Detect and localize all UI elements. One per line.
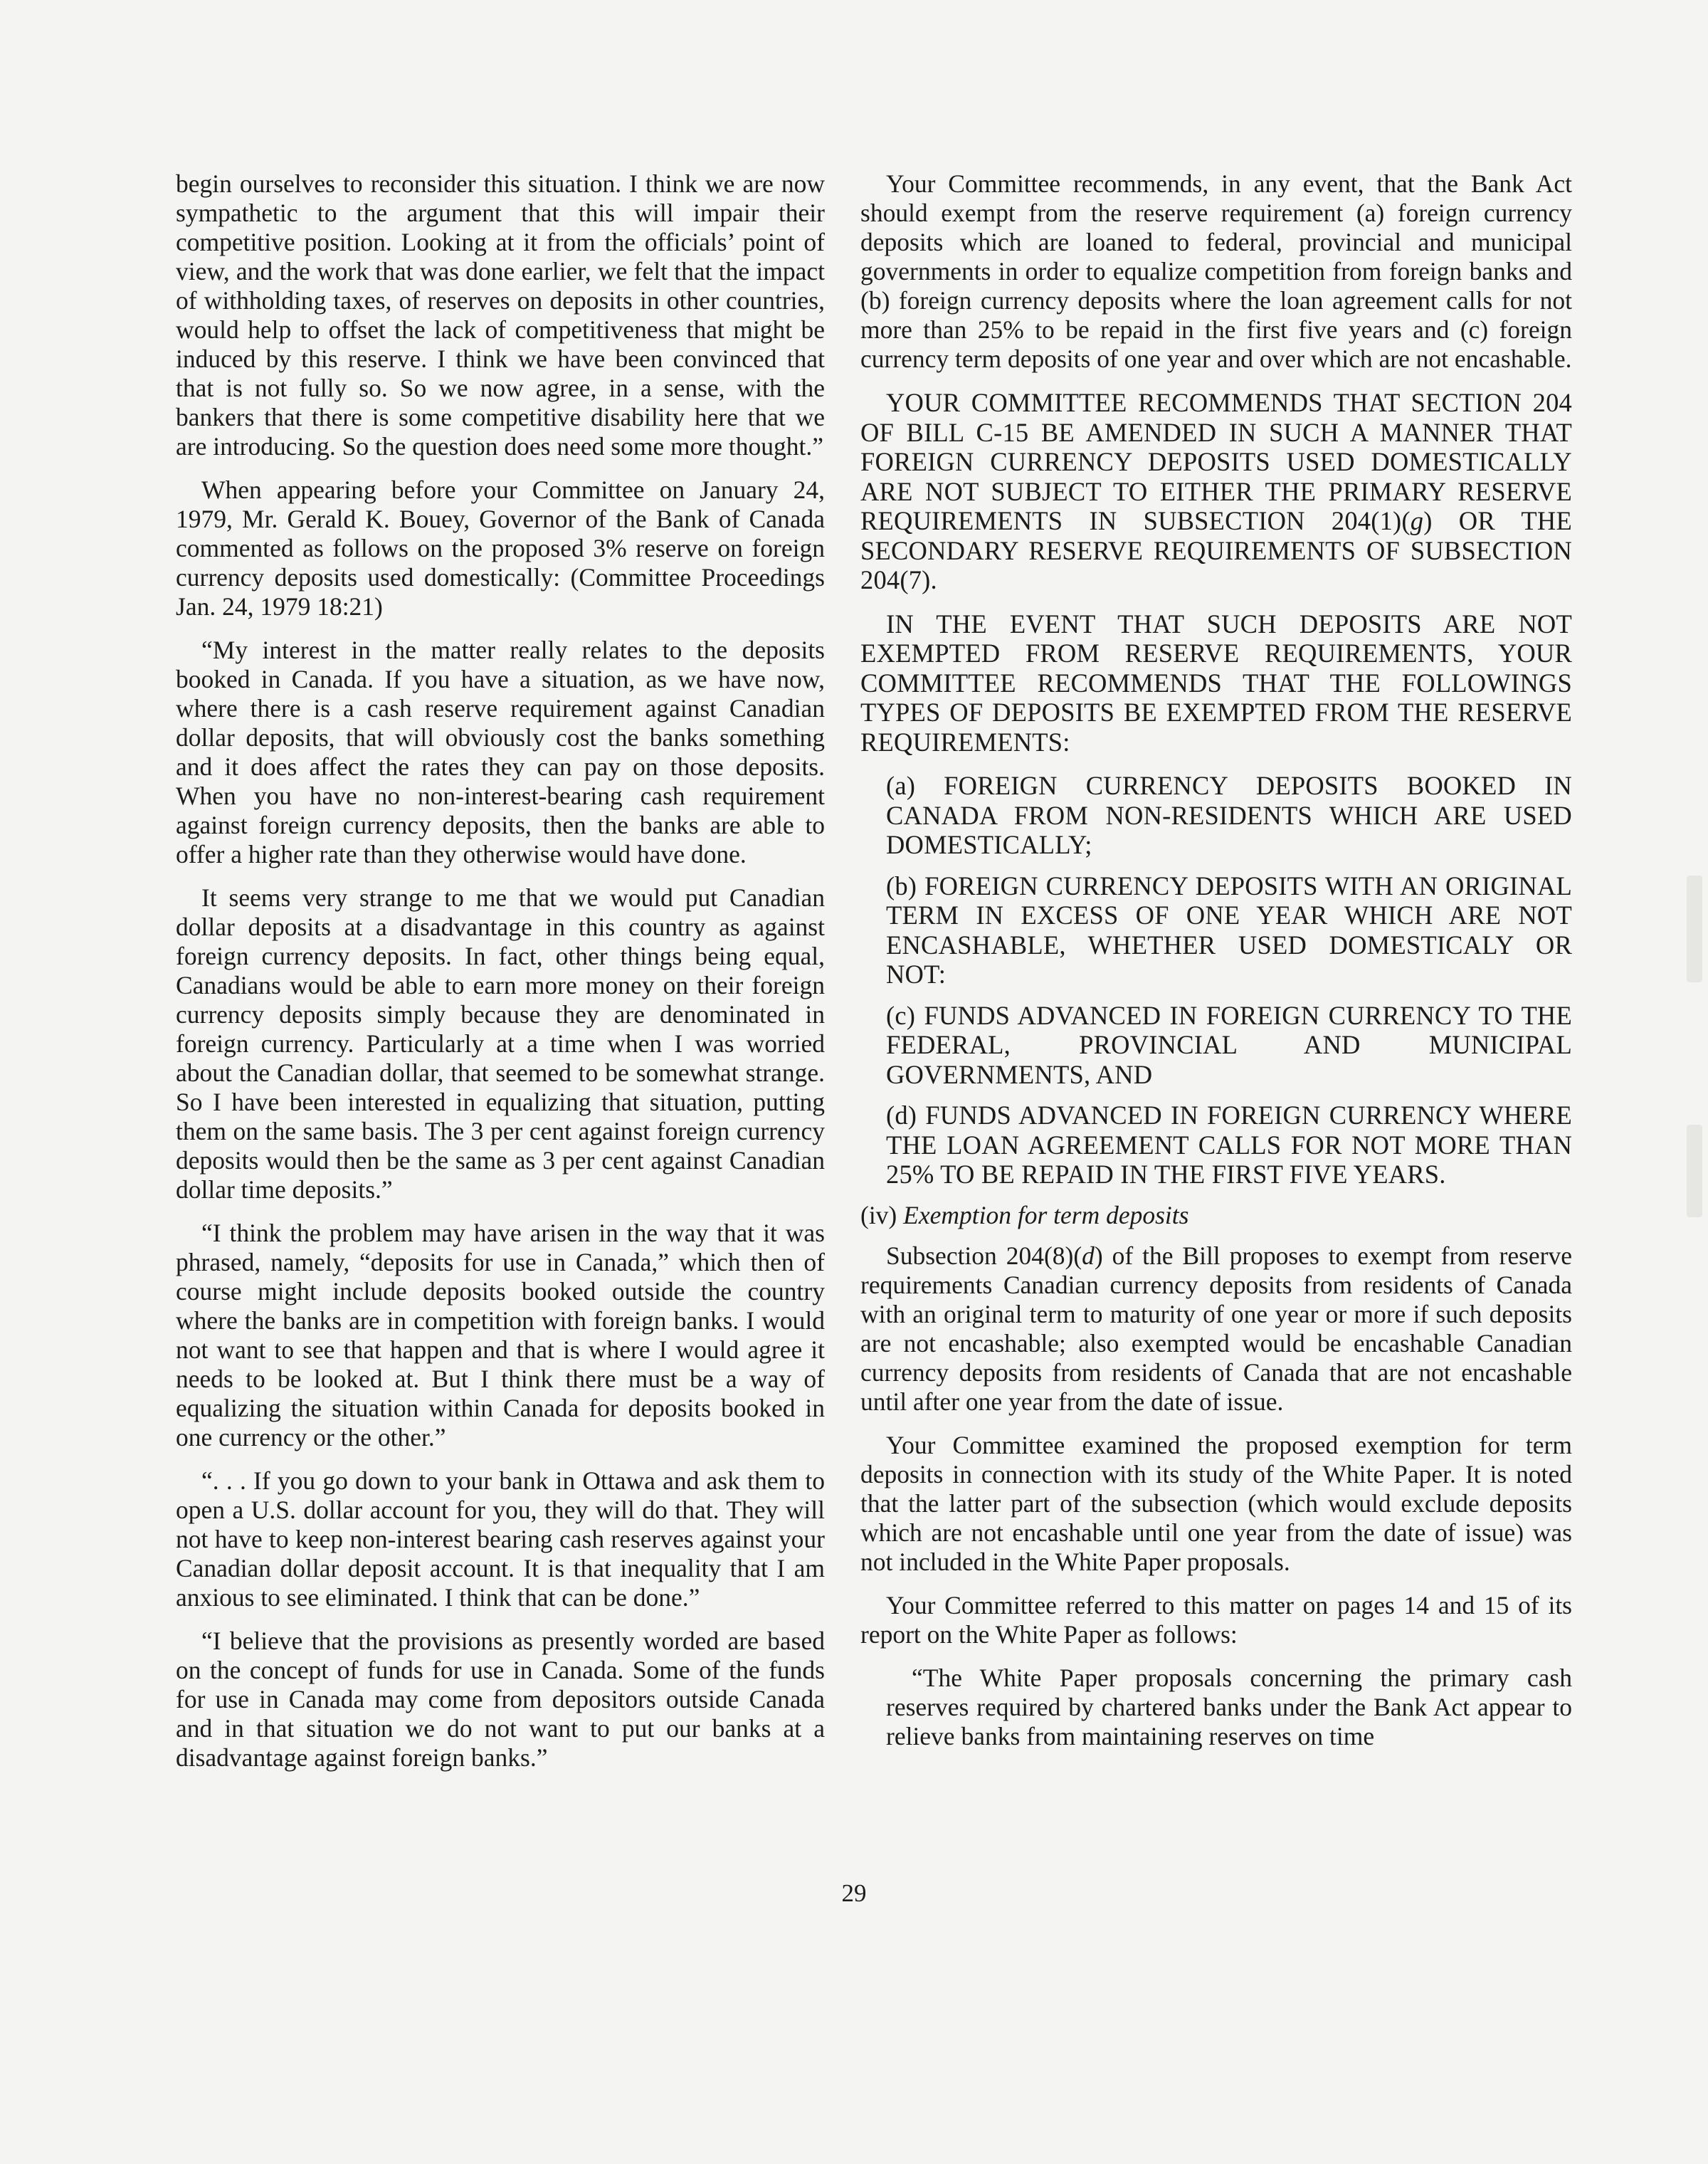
paragraph-italic: d [1082, 1241, 1095, 1270]
recommendation-text: YOUR COMMITTEE RECOMMENDS THAT SECTION 204 OF BILL C-15 BE AMENDED IN SUCH A MANNER THAT FOREIGN CURRENCY DEPOSITS USED DOMESTICALLY ARE NOT SUBJECT TO EITHER THE PRIMARY RESERVE REQUIREMENTS IN SUBSECTION 204(1)( [860, 388, 1572, 535]
recommendation-item: (d) FUNDS ADVANCED IN FOREIGN CURRENCY WHERE THE LOAN AGREEMENT CALLS FOR NOT MORE THAN 25% TO BE REPAID IN THE FIRST FIVE YEARS. [886, 1101, 1572, 1189]
paragraph: Your Committee recommends, in any event, that the Bank Act should exempt from the reserve requirement (a) foreign currency deposits which are loaned to federal, provincial and municipal governments in order to equalize competition from foreign banks and (b) foreign currency deposits where the loan agreement calls for not more than 25% to be repaid in the first five years and (c) foreign currency term deposits of one year and over which are not encashable. [860, 169, 1572, 373]
recommendation-item: (a) FOREIGN CURRENCY DEPOSITS BOOKED IN CANADA FROM NON-RESIDENTS WHICH ARE USED DOMESTICALLY; [886, 771, 1572, 859]
recommendation-item: (b) FOREIGN CURRENCY DEPOSITS WITH AN ORIGINAL TERM IN EXCESS OF ONE YEAR WHICH ARE NOT ENCASHABLE, WHETHER USED DOMESTICALY OR NOT: [886, 871, 1572, 989]
section-title: Exemption for term deposits [903, 1200, 1189, 1229]
quote-paragraph: “I think the problem may have arisen in the way that it was phrased, namely, “deposits for use in Canada,” which then of course might include deposits booked outside the country where the banks are in competition with foreign banks. I would not want to see that happen and that is where I would agree it needs to be looked at. But I think there must be a way of equalizing the situation within Canada for deposits booked in one currency or the other.” [176, 1219, 825, 1451]
recommendation [860, 388, 1572, 595]
quote-paragraph: “. . . If you go down to your bank in Ottawa and ask them to open a U.S. dollar account for you, they will do that. They will not have to keep non-interest bearing cash reserves against your Canadian dollar deposit account. It is that inequality that I am anxious to see eliminated. I think that can be done.” [176, 1466, 825, 1612]
page-number: 29 [841, 1879, 867, 1907]
section-heading [860, 1201, 1572, 1230]
recommendation-italic: g [1410, 506, 1424, 535]
section-number: (iv) [860, 1200, 897, 1229]
paragraph: Your Committee examined the proposed exemption for term deposits in connection with its study of the White Paper. It is noted that the latter part of the subsection (which would exclude deposits which are not encashable until one year from the date of issue) was not included in the White Paper proposals. [860, 1430, 1572, 1576]
recommendation-text: ) OR THE SECONDARY RESERVE REQUIREMENTS OF SUBSECTION 204(7). [860, 506, 1572, 594]
paragraph-text: Subsection 204(8)( [886, 1241, 1082, 1270]
quote-paragraph: “I believe that the provisions as presently worded are based on the concept of funds for use in Canada. Some of the funds for use in Canada may come from depositors outside Canada and in that situation we do not want to put our banks at a disadvantage against foreign banks.” [176, 1627, 825, 1772]
left-column [176, 169, 825, 1787]
recommendation-item: (c) FUNDS ADVANCED IN FOREIGN CURRENCY TO THE FEDERAL, PROVINCIAL AND MUNICIPAL GOVERNMENTS, AND [886, 1000, 1572, 1089]
recommendation: IN THE EVENT THAT SUCH DEPOSITS ARE NOT EXEMPTED FROM RESERVE REQUIREMENTS, YOUR COMMITTEE RECOMMENDS THAT THE FOLLOWINGS TYPES OF DEPOSITS BE EXEMPTED FROM THE RESERVE REQUIREMENTS: [860, 609, 1572, 757]
quote-paragraph: “The White Paper proposals concerning the primary cash reserves required by chartered banks under the Bank Act appear to relieve banks from maintaining reserves on time [886, 1663, 1572, 1750]
quote-paragraph: “My interest in the matter really relates to the deposits booked in Canada. If you have a situation, as we have now, where there is a cash reserve requirement against Canadian dollar deposits, that will obviously cost the banks something and it does affect the rates they can pay on those deposits. When you have no non-interest-bearing cash requirement against foreign currency deposits, then the banks are able to offer a higher rate than they otherwise would have done. [176, 636, 825, 868]
paragraph-text: ) of the Bill proposes to exempt from reserve requirements Canadian currency deposits from residents of Canada with an original term to maturity of one year or more if such deposits are not encashable; also exempted would be encashable Canadian currency deposits from residents of Canada that are not encashable until after one year from the date of issue. [860, 1241, 1572, 1416]
paragraph: Your Committee referred to this matter on pages 14 and 15 of its report on the White Paper as follows: [860, 1590, 1572, 1649]
quote-paragraph: It seems very strange to me that we would put Canadian dollar deposits at a disadvantage in this country as against foreign currency deposits. In fact, other things being equal, Canadians would be able to earn more money on their foreign currency deposits simply because they are denominated in foreign currency. Particularly at a time when I was worried about the Canadian dollar, that seemed to be somewhat strange. So I have been interested in equalizing that situation, putting them on the same basis. The 3 per cent against foreign currency deposits would then be the same as 3 per cent against Canadian dollar time deposits.” [176, 883, 825, 1204]
right-column [860, 169, 1572, 1765]
paragraph: When appearing before your Committee on January 24, 1979, Mr. Gerald K. Bouey, Governor of the Bank of Canada commented as follows on the proposed 3% reserve on foreign currency deposits used domestically: (Committee Proceedings Jan. 24, 1979 18:21) [176, 476, 825, 621]
scan-edge-mark [1687, 1125, 1702, 1217]
scan-edge-mark [1687, 876, 1702, 982]
paragraph: begin ourselves to reconsider this situation. I think we are now sympathetic to the argument that this will impair their competitive position. Looking at it from the officials’ point of view, and the work that was done earlier, we felt that the impact of withholding taxes, of reserves on deposits in other countries, would help to offset the lack of competitiveness that might be induced by this reserve. I think we have been convinced that that is not fully so. So we now agree, in a sense, with the bankers that there is some competitive disability here that we are introducing. So the question does need some more thought.” [176, 169, 825, 461]
paragraph [860, 1241, 1572, 1417]
